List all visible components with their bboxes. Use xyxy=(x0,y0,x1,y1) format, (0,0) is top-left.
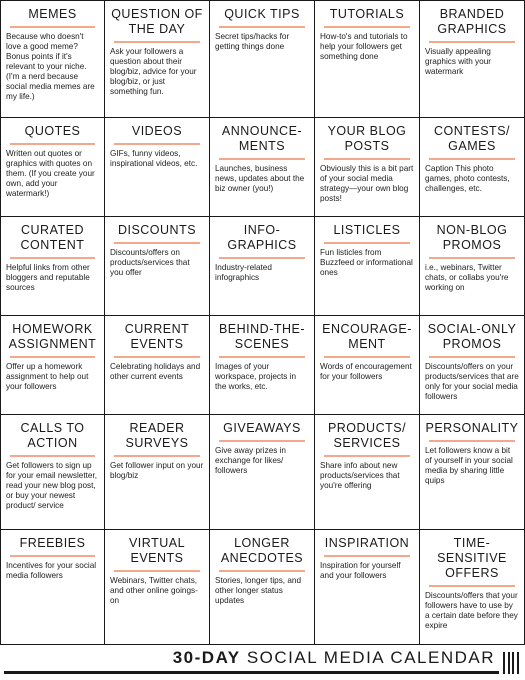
calendar-cell xyxy=(0,0,105,118)
cell-description: Caption This photo games, photo contests, challenges, etc. xyxy=(425,163,510,193)
calendar-cell xyxy=(105,0,210,118)
title-underline xyxy=(114,242,200,244)
title-underline xyxy=(10,455,96,457)
cell-description: Launches, business news, updates about the biz owner (you!) xyxy=(215,163,305,193)
cell-title: NON-BLOG PROMOS xyxy=(436,223,508,252)
cell-title: QUICK TIPS xyxy=(224,7,300,21)
title-underline xyxy=(219,440,305,442)
title-underline xyxy=(324,555,410,557)
cell-title: TIME- SENSITIVE OFFERS xyxy=(437,536,507,580)
cell-description: Ask your followers a question about their blog/biz, advice for your blog/biz, or just something fun. xyxy=(110,46,197,96)
calendar-cell xyxy=(210,0,315,118)
barcode-icon xyxy=(503,652,519,674)
calendar-cell xyxy=(315,0,420,118)
cell-description: Helpful links from other bloggers and reputable sources xyxy=(6,262,90,292)
cell-description: Incentives for your social media followers xyxy=(6,560,97,580)
title-underline xyxy=(429,41,515,43)
cell-description: Discounts/offers that your followers have to use by a certain date before they expire xyxy=(425,590,518,630)
calendar-cell xyxy=(105,118,210,217)
cell-description: Get follower input on your blog/biz xyxy=(110,460,204,480)
title-underline xyxy=(114,455,200,457)
calendar-footer xyxy=(0,648,525,680)
title-underline xyxy=(219,158,305,160)
cell-description: Get followers to sign up for your email newsletter, read your new blog post, or buy your newest product/ service xyxy=(6,460,98,510)
cell-title: VIDEOS xyxy=(131,124,183,138)
cell-description: Celebrating holidays and other current events xyxy=(110,361,201,381)
cell-title: SOCIAL-ONLY PROMOS xyxy=(427,322,517,351)
cell-title: PERSONALITY xyxy=(425,421,519,435)
cell-title: INFO- GRAPHICS xyxy=(227,223,297,252)
calendar-cell xyxy=(210,316,315,415)
cell-title: PRODUCTS/ SERVICES xyxy=(327,421,407,450)
title-underline xyxy=(429,257,515,259)
cell-description: Written out quotes or graphics with quotes on them. (If you create your own, add your watermark!) xyxy=(6,148,95,198)
cell-title: CURRENT EVENTS xyxy=(124,322,190,351)
cell-title: YOUR BLOG POSTS xyxy=(327,124,407,153)
calendar-cell xyxy=(105,217,210,316)
cell-title: HOMEWORK ASSIGNMENT xyxy=(8,322,97,351)
cell-description: Discounts/offers on products/services that you offer xyxy=(110,247,190,277)
cell-title: LISTICLES xyxy=(333,223,401,237)
cell-description: Inspiration for yourself and your followers xyxy=(320,560,401,580)
title-underline xyxy=(324,455,410,457)
calendar-cell xyxy=(210,217,315,316)
title-underline xyxy=(114,143,200,145)
title-underline xyxy=(324,242,410,244)
calendar-cell xyxy=(0,118,105,217)
cell-title: CURATED CONTENT xyxy=(20,223,85,252)
footer-rule xyxy=(4,671,499,674)
calendar-cell xyxy=(0,530,105,645)
title-underline xyxy=(429,585,515,587)
cell-description: Visually appealing graphics with your watermark xyxy=(425,46,491,76)
calendar-title-bold: 30-DAY xyxy=(172,648,241,667)
cell-title: TUTORIALS xyxy=(329,7,405,21)
calendar-cell xyxy=(315,415,420,530)
cell-description: Images of your workspace, projects in the works, etc. xyxy=(215,361,296,391)
cell-description: Industry-related infographics xyxy=(215,262,272,282)
cell-title: QUESTION OF THE DAY xyxy=(111,7,203,36)
calendar-cell xyxy=(420,530,525,645)
cell-title: INSPIRATION xyxy=(324,536,410,550)
calendar-cell xyxy=(420,217,525,316)
title-underline xyxy=(10,356,96,358)
cell-description: Obviously this is a bit part of your social media strategy—your own blog posts! xyxy=(320,163,414,203)
calendar-cell xyxy=(105,316,210,415)
title-underline xyxy=(114,41,200,43)
cell-title: CALLS TO ACTION xyxy=(20,421,85,450)
cell-title: FREEBIES xyxy=(19,536,86,550)
calendar-cell xyxy=(420,415,525,530)
cell-description: Offer up a homework assignment to help out your followers xyxy=(6,361,89,391)
cell-title: MEMES xyxy=(28,7,77,21)
title-underline xyxy=(114,356,200,358)
cell-title: BRANDED GRAPHICS xyxy=(437,7,507,36)
cell-title: BEHIND-THE- SCENES xyxy=(218,322,306,351)
title-underline xyxy=(324,158,410,160)
title-underline xyxy=(219,257,305,259)
cell-title: DISCOUNTS xyxy=(117,223,197,237)
title-underline xyxy=(324,26,410,28)
cell-title: GIVEAWAYS xyxy=(223,421,301,435)
calendar-cell xyxy=(210,415,315,530)
cell-description: GIFs, funny videos, inspirational videos, etc. xyxy=(110,148,198,168)
cell-title: QUOTES xyxy=(24,124,81,138)
calendar-cell xyxy=(315,316,420,415)
cell-title: CONTESTS/ GAMES xyxy=(433,124,511,153)
calendar-cell xyxy=(210,118,315,217)
calendar-cell xyxy=(0,217,105,316)
cell-description: Give away prizes in exchange for likes/ followers xyxy=(215,445,286,475)
cell-description: Discounts/offers on your products/services that are only for your social media followers xyxy=(425,361,519,401)
cell-title: READER SURVEYS xyxy=(125,421,189,450)
calendar-cell xyxy=(420,0,525,118)
cell-title: LONGER ANECDOTES xyxy=(220,536,304,565)
calendar-cell xyxy=(105,530,210,645)
title-underline xyxy=(324,356,410,358)
title-underline xyxy=(429,158,515,160)
calendar-cell xyxy=(420,118,525,217)
cell-title: ENCOURAGE- MENT xyxy=(322,322,412,351)
title-underline xyxy=(429,440,515,442)
cell-description: Words of encouragement for your followers xyxy=(320,361,412,381)
cell-description: i.e., webinars, Twitter chats, or collabs you're working on xyxy=(425,262,509,292)
cell-description: Fun listicles from Buzzfeed or informational ones xyxy=(320,247,413,277)
cell-title: VIRTUAL EVENTS xyxy=(128,536,186,565)
cell-description: Because who doesn't love a good meme? Bonus points if it's relevant to your niche. (I'm a nerd because social media memes are my life.) xyxy=(6,31,95,101)
calendar-cell xyxy=(315,217,420,316)
title-underline xyxy=(219,570,305,572)
title-underline xyxy=(114,570,200,572)
title-underline xyxy=(10,143,96,145)
title-underline xyxy=(10,555,96,557)
cell-description: Webinars, Twitter chats, and other online goings-on xyxy=(110,575,198,605)
cell-description: Let followers know a bit of yourself in your social media by sharing little quips xyxy=(425,445,513,485)
calendar-cell xyxy=(315,118,420,217)
cell-title: ANNOUNCE- MENTS xyxy=(221,124,303,153)
cell-description: Share info about new products/services that you're offering xyxy=(320,460,400,490)
calendar-title xyxy=(167,648,495,668)
title-underline xyxy=(219,26,305,28)
calendar-cell xyxy=(105,415,210,530)
title-underline xyxy=(10,26,96,28)
calendar-cell xyxy=(420,316,525,415)
calendar-title-rest: SOCIAL MEDIA CALENDAR xyxy=(240,648,495,667)
calendar-cell xyxy=(315,530,420,645)
cell-description: Stories, longer tips, and other longer status updates xyxy=(215,575,302,605)
title-underline xyxy=(429,356,515,358)
calendar-cell xyxy=(0,316,105,415)
title-underline xyxy=(219,356,305,358)
title-underline xyxy=(10,257,96,259)
calendar-cell xyxy=(210,530,315,645)
cell-description: How-to's and tutorials to help your followers get something done xyxy=(320,31,408,61)
calendar-cell xyxy=(0,415,105,530)
cell-description: Secret tips/hacks for getting things done xyxy=(215,31,290,51)
